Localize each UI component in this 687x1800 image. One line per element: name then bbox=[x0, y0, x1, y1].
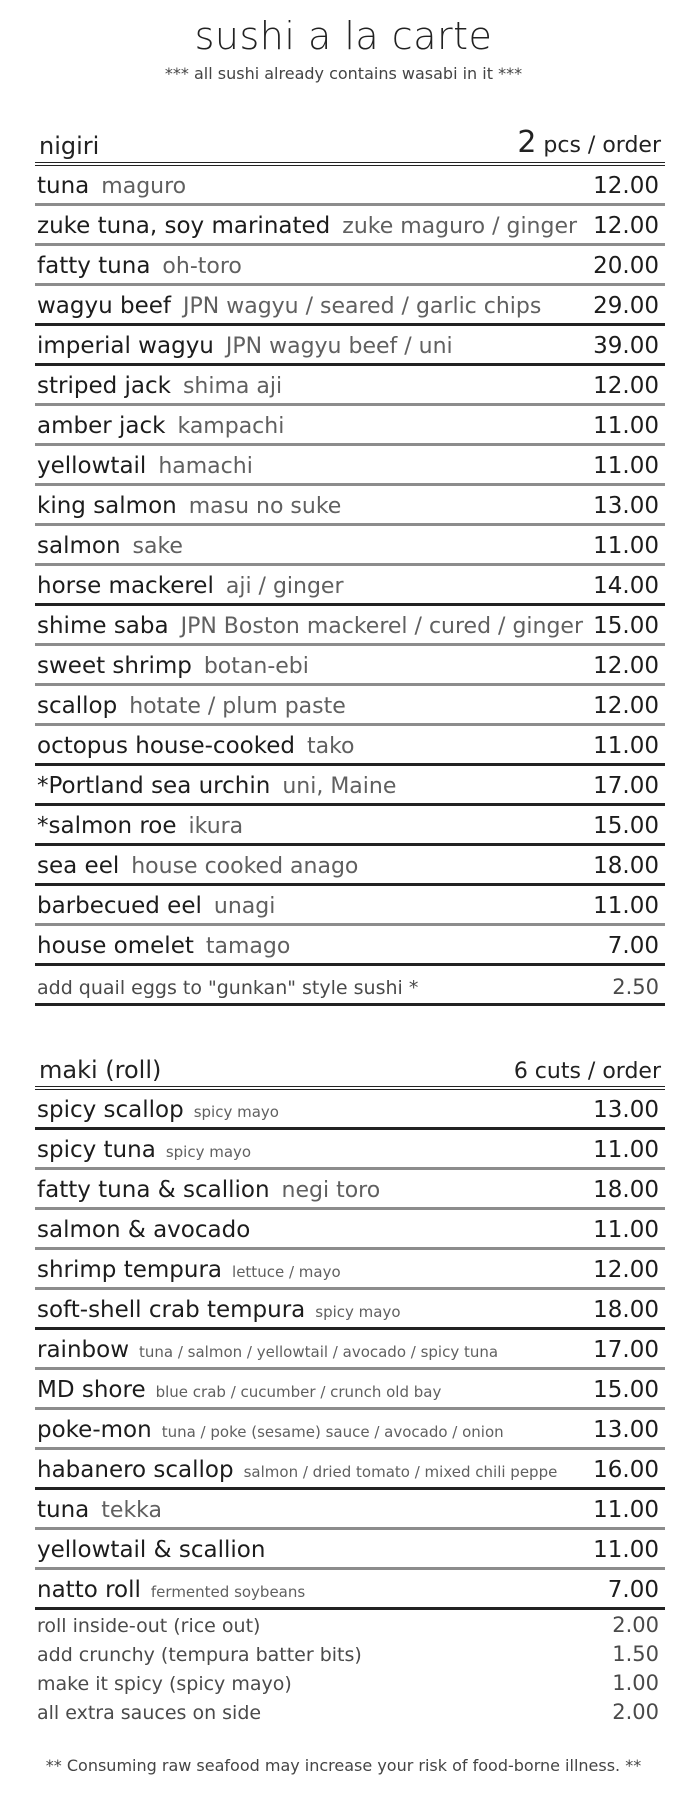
item-price: 11.00 bbox=[593, 533, 659, 559]
item-description: tako bbox=[306, 734, 355, 759]
item-price: 15.00 bbox=[593, 613, 659, 639]
item-description: masu no suke bbox=[188, 494, 342, 519]
menu-item-row bbox=[35, 686, 665, 726]
item-text bbox=[37, 813, 243, 839]
extra-option-row bbox=[35, 1610, 665, 1639]
menu-item-row bbox=[35, 1250, 665, 1290]
menu-item-row bbox=[35, 1090, 665, 1130]
item-text bbox=[37, 773, 396, 799]
menu-item-row bbox=[35, 1130, 665, 1170]
item-name: soft-shell crab tempura bbox=[37, 1297, 306, 1323]
item-text bbox=[37, 933, 290, 959]
item-text bbox=[37, 1137, 251, 1163]
item-price: 13.00 bbox=[593, 1097, 659, 1123]
item-name: poke-mon bbox=[37, 1417, 152, 1443]
item-text bbox=[37, 613, 583, 639]
item-description: JPN wagyu beef / uni bbox=[225, 334, 453, 359]
item-description: lettuce / mayo bbox=[232, 1263, 341, 1281]
item-name: zuke tuna, soy marinated bbox=[37, 213, 331, 239]
nigiri-list bbox=[35, 166, 665, 966]
item-name: barbecued eel bbox=[37, 893, 202, 919]
addon-price: 2.50 bbox=[612, 975, 659, 999]
item-name: wagyu beef bbox=[37, 293, 172, 319]
item-text bbox=[37, 1417, 504, 1443]
menu-item-row bbox=[35, 1330, 665, 1370]
item-name: yellowtail bbox=[37, 453, 147, 479]
item-name: MD shore bbox=[37, 1377, 146, 1403]
item-description: unagi bbox=[213, 894, 276, 919]
item-text bbox=[37, 293, 541, 319]
item-text bbox=[37, 653, 309, 679]
item-text bbox=[37, 333, 453, 359]
item-text bbox=[37, 1097, 279, 1123]
item-description: sake bbox=[132, 534, 183, 559]
item-description: hotate / plum paste bbox=[129, 694, 346, 719]
menu-item-row bbox=[35, 1170, 665, 1210]
item-text bbox=[37, 1297, 401, 1323]
menu-item-row bbox=[35, 326, 665, 366]
menu-item-row bbox=[35, 366, 665, 406]
extra-price: 2.00 bbox=[612, 1613, 659, 1637]
item-description: house cooked anago bbox=[131, 854, 359, 879]
item-name: tuna bbox=[37, 1497, 90, 1523]
item-price: 12.00 bbox=[593, 173, 659, 199]
item-price: 20.00 bbox=[593, 253, 659, 279]
item-name: fatty tuna bbox=[37, 253, 151, 279]
item-name: rainbow bbox=[37, 1337, 129, 1363]
item-name: *Portland sea urchin bbox=[37, 773, 271, 799]
health-warning: ** Consuming raw seafood may increase your risk of food-borne illness. ** bbox=[45, 1756, 642, 1775]
maki-header bbox=[35, 1046, 665, 1090]
item-name: sweet shrimp bbox=[37, 653, 192, 679]
item-price: 29.00 bbox=[593, 293, 659, 319]
maki-section bbox=[35, 1046, 665, 1726]
item-price: 12.00 bbox=[593, 213, 659, 239]
item-description: salmon / dried tomato / mixed chili peppe bbox=[243, 1463, 558, 1481]
item-text bbox=[37, 1457, 557, 1483]
item-text bbox=[37, 253, 242, 279]
item-name: scallop bbox=[37, 693, 118, 719]
item-description: maguro bbox=[101, 174, 187, 199]
extra-price: 2.00 bbox=[612, 1700, 659, 1724]
item-description: shima aji bbox=[182, 374, 283, 399]
item-text bbox=[37, 373, 282, 399]
extra-label: add crunchy (tempura batter bits) bbox=[37, 1644, 362, 1666]
menu-item-row bbox=[35, 766, 665, 806]
item-description: tamago bbox=[205, 934, 291, 959]
item-price: 7.00 bbox=[607, 1577, 659, 1603]
item-text bbox=[37, 893, 275, 919]
menu-item-row bbox=[35, 166, 665, 206]
item-description: blue crab / cucumber / crunch old bay bbox=[155, 1383, 442, 1401]
item-price: 15.00 bbox=[593, 813, 659, 839]
item-name: yellowtail & scallion bbox=[37, 1537, 266, 1563]
order-size-note bbox=[517, 125, 661, 160]
item-price: 12.00 bbox=[593, 653, 659, 679]
section-title: maki (roll) bbox=[39, 1056, 162, 1084]
item-price: 11.00 bbox=[593, 453, 659, 479]
item-description: hamachi bbox=[158, 454, 253, 479]
item-text bbox=[37, 493, 341, 519]
item-name: amber jack bbox=[37, 413, 166, 439]
menu-item-row bbox=[35, 406, 665, 446]
item-name: spicy tuna bbox=[37, 1137, 156, 1163]
item-text bbox=[37, 1177, 380, 1203]
menu-item-row bbox=[35, 606, 665, 646]
menu-item-row bbox=[35, 806, 665, 846]
item-name: octopus house-cooked bbox=[37, 733, 295, 759]
order-size-count: 2 bbox=[517, 125, 537, 160]
menu-item-row bbox=[35, 486, 665, 526]
menu-title: sushi a la carte bbox=[194, 14, 493, 58]
item-price: 39.00 bbox=[593, 333, 659, 359]
item-description: ikura bbox=[188, 814, 244, 839]
item-price: 11.00 bbox=[593, 1537, 659, 1563]
section-title: nigiri bbox=[39, 132, 100, 160]
item-price: 12.00 bbox=[593, 693, 659, 719]
menu-item-row bbox=[35, 886, 665, 926]
menu-item-row bbox=[35, 526, 665, 566]
item-text bbox=[37, 533, 183, 559]
item-description: tuna / poke (sesame) sauce / avocado / onion bbox=[161, 1423, 504, 1441]
extra-option-row bbox=[35, 1668, 665, 1697]
item-name: sea eel bbox=[37, 853, 120, 879]
item-description: botan-ebi bbox=[203, 654, 309, 679]
item-description: negi toro bbox=[281, 1178, 381, 1203]
item-price: 7.00 bbox=[607, 933, 659, 959]
item-text bbox=[37, 1537, 265, 1563]
item-name: tuna bbox=[37, 173, 90, 199]
item-price: 11.00 bbox=[593, 1217, 659, 1243]
item-description: spicy mayo bbox=[315, 1303, 401, 1321]
menu-item-row bbox=[35, 646, 665, 686]
extra-label: all extra sauces on side bbox=[37, 1702, 262, 1724]
item-text bbox=[37, 1257, 341, 1283]
item-name: shime saba bbox=[37, 613, 169, 639]
item-text bbox=[37, 1497, 162, 1523]
item-price: 13.00 bbox=[593, 493, 659, 519]
addon-label: add quail eggs to "gunkan" style sushi * bbox=[37, 977, 419, 999]
item-text bbox=[37, 733, 355, 759]
menu-item-row bbox=[35, 566, 665, 606]
item-price: 17.00 bbox=[593, 773, 659, 799]
extra-option-row bbox=[35, 1639, 665, 1668]
item-name: king salmon bbox=[37, 493, 177, 519]
item-name: spicy scallop bbox=[37, 1097, 184, 1123]
item-text bbox=[37, 453, 253, 479]
menu-item-row bbox=[35, 1490, 665, 1530]
item-price: 14.00 bbox=[593, 573, 659, 599]
item-name: natto roll bbox=[37, 1577, 141, 1603]
nigiri-header bbox=[35, 122, 665, 166]
item-price: 18.00 bbox=[593, 1177, 659, 1203]
menu-item-row bbox=[35, 1290, 665, 1330]
item-description: spicy mayo bbox=[165, 1143, 252, 1161]
item-description: aji / ginger bbox=[225, 574, 344, 599]
item-price: 11.00 bbox=[593, 413, 659, 439]
item-description: fermented soybeans bbox=[150, 1583, 306, 1601]
item-description: zuke maguro / ginger bbox=[342, 214, 578, 239]
item-name: horse mackerel bbox=[37, 573, 214, 599]
item-name: imperial wagyu bbox=[37, 333, 214, 359]
item-description: JPN wagyu / seared / garlic chips bbox=[183, 294, 542, 319]
order-size-unit: pcs / order bbox=[536, 133, 661, 158]
item-price: 15.00 bbox=[593, 1377, 659, 1403]
menu-item-row bbox=[35, 846, 665, 886]
item-text bbox=[37, 853, 358, 879]
item-name: salmon bbox=[37, 533, 121, 559]
extra-price: 1.00 bbox=[612, 1671, 659, 1695]
item-name: striped jack bbox=[37, 373, 171, 399]
extra-label: roll inside-out (rice out) bbox=[37, 1615, 261, 1637]
item-price: 11.00 bbox=[593, 733, 659, 759]
item-price: 12.00 bbox=[593, 373, 659, 399]
item-price: 18.00 bbox=[593, 1297, 659, 1323]
item-text bbox=[37, 1377, 441, 1403]
item-description: JPN Boston mackerel / cured / ginger bbox=[180, 614, 584, 639]
item-price: 11.00 bbox=[593, 1137, 659, 1163]
item-price: 11.00 bbox=[593, 893, 659, 919]
item-price: 18.00 bbox=[593, 853, 659, 879]
menu-item-row bbox=[35, 1450, 665, 1490]
item-description: oh-toro bbox=[162, 254, 242, 279]
item-text bbox=[37, 693, 346, 719]
item-text bbox=[37, 173, 186, 199]
extra-price: 1.50 bbox=[612, 1642, 659, 1666]
nigiri-section bbox=[35, 122, 665, 1006]
menu-item-row bbox=[35, 1210, 665, 1250]
item-description: tuna / salmon / yellowtail / avocado / spicy tuna bbox=[139, 1343, 499, 1361]
item-price: 13.00 bbox=[593, 1417, 659, 1443]
item-name: habanero scallop bbox=[37, 1457, 234, 1483]
menu-item-row bbox=[35, 446, 665, 486]
extra-option-row bbox=[35, 1697, 665, 1726]
extra-label: make it spicy (spicy mayo) bbox=[37, 1673, 292, 1695]
item-text bbox=[37, 413, 284, 439]
item-text bbox=[37, 1577, 305, 1603]
maki-extras-list bbox=[35, 1610, 665, 1726]
item-price: 11.00 bbox=[593, 1497, 659, 1523]
menu-item-row bbox=[35, 206, 665, 246]
order-size-note: 6 cuts / order bbox=[513, 1059, 661, 1084]
item-description: spicy mayo bbox=[193, 1103, 279, 1121]
item-name: shrimp tempura bbox=[37, 1257, 223, 1283]
item-text bbox=[37, 1217, 250, 1243]
addon-row bbox=[35, 966, 665, 1006]
item-text bbox=[37, 213, 577, 239]
item-text bbox=[37, 1337, 498, 1363]
item-description: uni, Maine bbox=[282, 774, 397, 799]
item-name: house omelet bbox=[37, 933, 194, 959]
item-description: kampachi bbox=[177, 414, 285, 439]
menu-item-row bbox=[35, 926, 665, 966]
menu-item-row bbox=[35, 726, 665, 766]
wasabi-note: *** all sushi already contains wasabi in it *** bbox=[164, 64, 523, 83]
item-price: 12.00 bbox=[593, 1257, 659, 1283]
item-description: tekka bbox=[101, 1498, 163, 1523]
item-name: *salmon roe bbox=[37, 813, 177, 839]
item-price: 16.00 bbox=[593, 1457, 659, 1483]
menu-item-row bbox=[35, 246, 665, 286]
item-name: salmon & avocado bbox=[37, 1217, 251, 1243]
item-price: 17.00 bbox=[593, 1337, 659, 1363]
item-text bbox=[37, 573, 344, 599]
menu-item-row bbox=[35, 1410, 665, 1450]
menu-item-row bbox=[35, 1530, 665, 1570]
menu-item-row bbox=[35, 1570, 665, 1610]
menu-item-row bbox=[35, 286, 665, 326]
menu-item-row bbox=[35, 1370, 665, 1410]
item-name: fatty tuna & scallion bbox=[37, 1177, 270, 1203]
maki-list bbox=[35, 1090, 665, 1610]
